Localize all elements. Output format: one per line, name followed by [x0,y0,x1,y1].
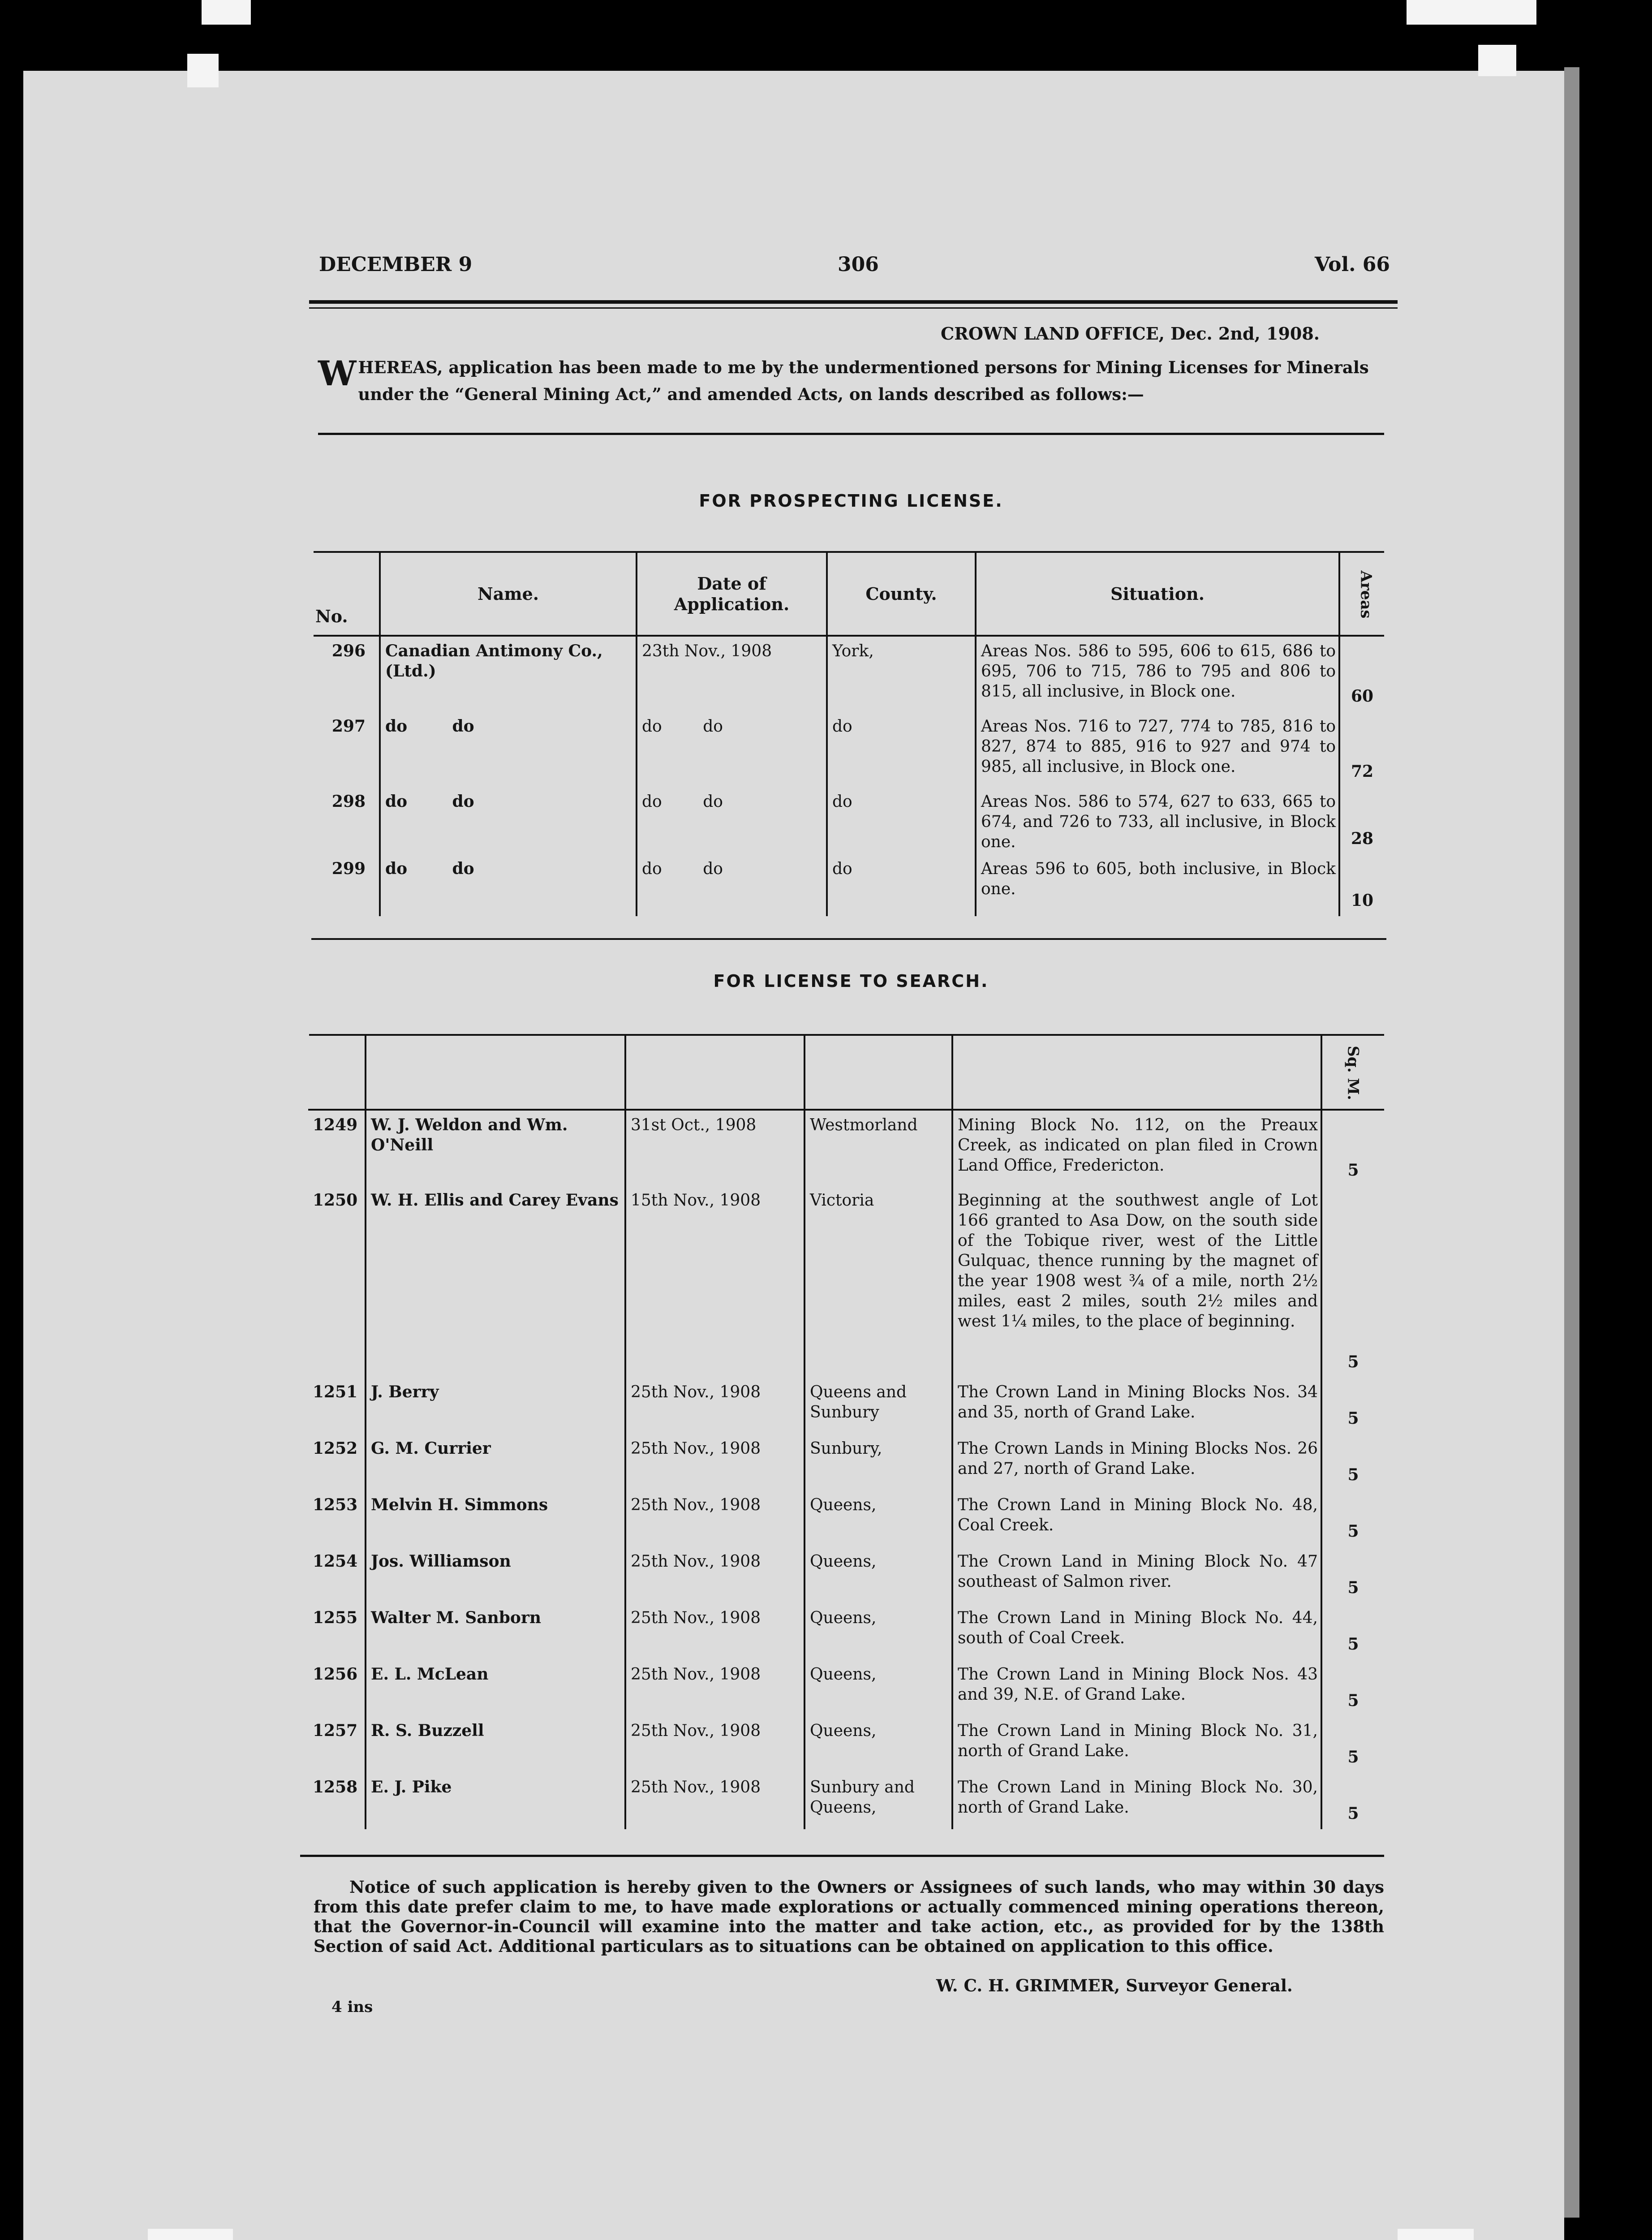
table-row [314,636,1384,712]
binding-tab [187,54,219,87]
col-header-date: Date of Application. [637,553,827,636]
application-date: do do [637,787,827,854]
application-date: 23th Nov., 1908 [637,636,827,712]
areas-value: 10 [1351,891,1374,910]
table-row [308,1110,1384,1186]
applicant-name: Jos. Williamson [366,1547,625,1603]
binding-tab [1398,2229,1474,2240]
page-edge-shadow [1564,67,1579,2218]
application-date: 25th Nov., 1908 [625,1603,804,1660]
applicant-name: R. S. Buzzell [366,1716,625,1773]
situation: The Crown Land in Mining Block No. 31, north of Grand Lake. [952,1716,1321,1773]
row-number: 299 [314,854,380,916]
application-date: 25th Nov., 1908 [625,1378,804,1434]
binding-tab [202,0,251,25]
situation: The Crown Land in Mining Blocks Nos. 34 and 35, north of Grand Lake. [952,1378,1321,1434]
county: Queens, [804,1716,952,1773]
applicant-name: E. J. Pike [366,1773,625,1829]
applicant-name: do do [380,787,637,854]
row-number: 1253 [308,1490,366,1547]
application-date: 31st Oct., 1908 [625,1110,804,1186]
situation: Areas Nos. 586 to 574, 627 to 633, 665 to 674, and 726 to 733, all inclusive, in Block one. [976,787,1339,854]
table-row [308,1378,1384,1434]
areas-value: 28 [1351,829,1374,848]
search-table-bottom-rule [300,1855,1384,1857]
row-number: 1257 [308,1716,366,1773]
situation: The Crown Land in Mining Block No. 47 southeast of Salmon river. [952,1547,1321,1603]
row-number: 1258 [308,1773,366,1829]
application-date: 25th Nov., 1908 [625,1773,804,1829]
applicant-name: E. L. McLean [366,1660,625,1716]
row-number: 1251 [308,1378,366,1434]
search-table [308,1036,1384,1829]
row-number: 1249 [308,1110,366,1186]
county: Sunbury and Queens, [804,1773,952,1829]
applicant-name: W. H. Ellis and Carey Evans [366,1186,625,1378]
square-miles-value: 5 [1347,1353,1359,1371]
table-row [308,1434,1384,1490]
col-header-situation: Situation. [976,553,1339,636]
county: York, [827,636,976,712]
drop-cap: W [318,353,357,393]
applicant-name: do do [380,712,637,787]
county: do [827,712,976,787]
binding-tab [1478,45,1516,76]
col-header-square-miles: Sq. M. [1344,1045,1362,1100]
header-date: DECEMBER 9 [319,253,473,276]
situation: The Crown Land in Mining Block No. 44, south of Coal Creek. [952,1603,1321,1660]
table-row [308,1490,1384,1547]
situation: The Crown Land in Mining Block No. 30, north of Grand Lake. [952,1773,1321,1829]
application-date: do do [637,854,827,916]
binding-tab [148,2229,233,2240]
row-number: 1250 [308,1186,366,1378]
col-header-name: Name. [380,553,637,636]
header-rule [309,300,1398,304]
county: Westmorland [804,1110,952,1186]
closing-notice: Notice of such application is hereby given to the Owners or Assignees of such lands, who may within 30 days from this date prefer claim to me, to have made explorations or actually commenced mining operations thereon, that the Governor-in-Council will examine into the matter and take action, etc., as provided for by the 138th Section of said Act. Additional particulars as to situations can be obtained on application to this office. [314,1877,1384,1956]
county: Sunbury, [804,1434,952,1490]
application-date: 25th Nov., 1908 [625,1490,804,1547]
applicant-name: do do [380,854,637,916]
application-date: 15th Nov., 1908 [625,1186,804,1378]
search-heading: FOR LICENSE TO SEARCH. [713,971,989,991]
applicant-name: Canadian Antimony Co., (Ltd.) [380,636,637,712]
insertion-note: 4 ins [331,1998,373,2016]
row-number: 1256 [308,1660,366,1716]
application-date: 25th Nov., 1908 [625,1716,804,1773]
row-number: 1252 [308,1434,366,1490]
prospecting-table-bottom-rule [311,938,1386,940]
table-row [308,1660,1384,1716]
situation: The Crown Land in Mining Block Nos. 43 and 39, N.E. of Grand Lake. [952,1660,1321,1716]
square-miles-value: 5 [1347,1578,1359,1597]
county: do [827,787,976,854]
application-date: do do [637,712,827,787]
square-miles-value: 5 [1347,1635,1359,1654]
application-date: 25th Nov., 1908 [625,1434,804,1490]
col-header-county: County. [827,553,976,636]
applicant-name: Melvin H. Simmons [366,1490,625,1547]
binding-tab [1407,0,1536,25]
applicant-name: Walter M. Sanborn [366,1603,625,1660]
row-number: 1254 [308,1547,366,1603]
county: Queens and Sunbury [804,1378,952,1434]
prospecting-heading: FOR PROSPECTING LICENSE. [699,491,1003,511]
square-miles-value: 5 [1347,1161,1359,1180]
applicant-name: G. M. Currier [366,1434,625,1490]
county: Victoria [804,1186,952,1378]
square-miles-value: 5 [1347,1691,1359,1710]
county: do [827,854,976,916]
table-row [308,1547,1384,1603]
table-row [308,1603,1384,1660]
square-miles-value: 5 [1347,1804,1359,1823]
col-header-areas: Areas [1357,570,1375,619]
table-row [314,854,1384,916]
table-row [308,1716,1384,1773]
situation: Areas Nos. 716 to 727, 774 to 785, 816 to 827, 874 to 885, 916 to 927 and 974 to 985, all inclusive, in Block one. [976,712,1339,787]
situation: Mining Block No. 112, on the Preaux Creek, as indicated on plan filed in Crown Land Office, Fredericton. [952,1110,1321,1186]
preamble [318,354,1384,408]
prospecting-table [314,553,1384,916]
square-miles-value: 5 [1347,1465,1359,1484]
row-number: 297 [314,712,380,787]
table-header-row [308,1036,1384,1110]
square-miles-value: 5 [1347,1409,1359,1428]
areas-value: 72 [1351,762,1374,781]
situation: Areas 596 to 605, both inclusive, in Block one. [976,854,1339,916]
square-miles-value: 5 [1347,1748,1359,1766]
application-date: 25th Nov., 1908 [625,1547,804,1603]
row-number: 298 [314,787,380,854]
office-dateline: CROWN LAND OFFICE, Dec. 2nd, 1908. [941,323,1320,344]
county: Queens, [804,1603,952,1660]
applicant-name: J. Berry [366,1378,625,1434]
situation: The Crown Lands in Mining Blocks Nos. 26 and 27, north of Grand Lake. [952,1434,1321,1490]
row-number: 1255 [308,1603,366,1660]
table-header-row [314,553,1384,636]
table-row [308,1773,1384,1829]
signature: W. C. H. GRIMMER, Surveyor General. [936,1976,1293,1995]
col-header-no: No. [314,553,380,636]
application-date: 25th Nov., 1908 [625,1660,804,1716]
county: Queens, [804,1547,952,1603]
table-row [314,712,1384,787]
volume-label: Vol. 66 [1315,253,1390,276]
situation: Beginning at the southwest angle of Lot 166 granted to Asa Dow, on the south side of the Tobique river, west of the Little Gulquac, thence running by the magnet of the year 1908 west ¾ of a mile, north 2½ miles, east 2 miles, south 2½ miles and west 1¼ miles, to the place of beginning. [952,1186,1321,1378]
areas-value: 60 [1351,687,1374,706]
header-rule-thin [309,307,1398,309]
row-number: 296 [314,636,380,712]
preamble-rule [318,433,1384,435]
situation: The Crown Land in Mining Block No. 48, Coal Creek. [952,1490,1321,1547]
preamble-text: HEREAS, application has been made to me by the undermentioned persons for Mining Licenses for Minerals under the “General Mining Act,” and amended Acts, on lands described as follows:— [358,358,1369,404]
situation: Areas Nos. 586 to 595, 606 to 615, 686 to 695, 706 to 715, 786 to 795 and 806 to 815, all inclusive, in Block one. [976,636,1339,712]
applicant-name: W. J. Weldon and Wm. O'Neill [366,1110,625,1186]
square-miles-value: 5 [1347,1522,1359,1541]
table-row [314,787,1384,854]
page-number: 306 [838,253,879,276]
county: Queens, [804,1490,952,1547]
table-row [308,1186,1384,1378]
county: Queens, [804,1660,952,1716]
